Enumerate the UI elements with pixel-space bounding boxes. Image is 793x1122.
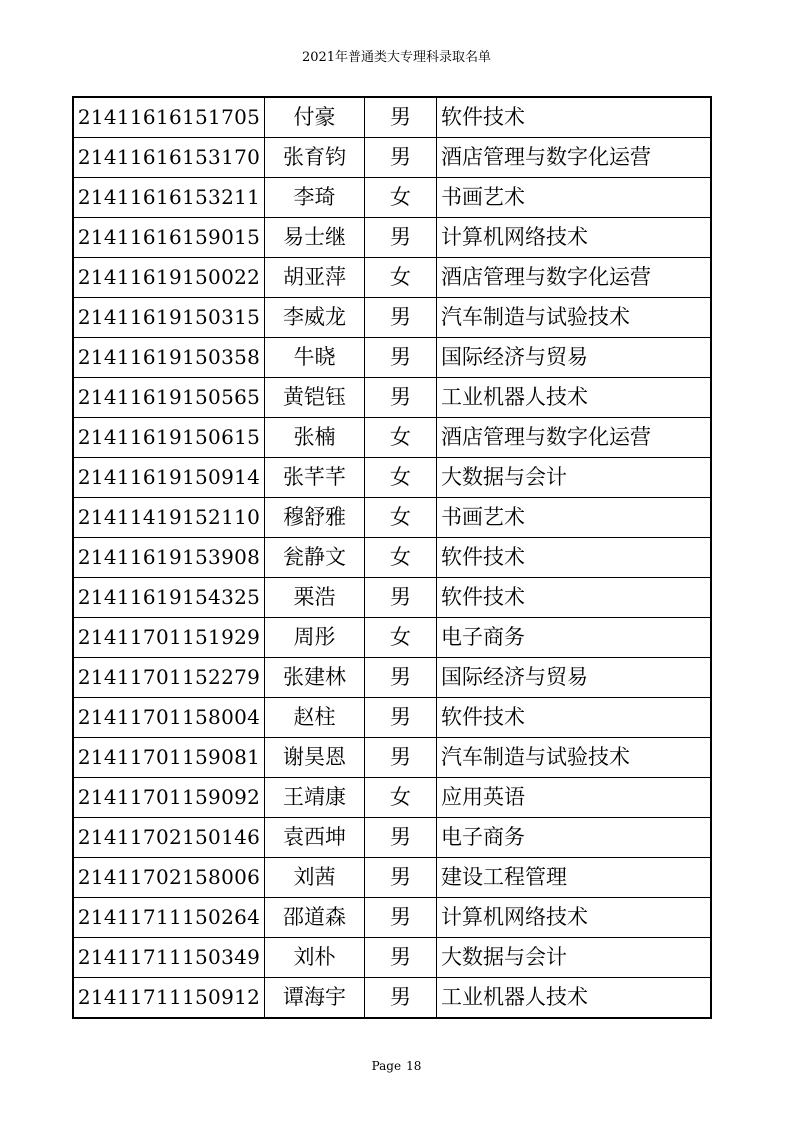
student-major-cell: 酒店管理与数字化运营 — [437, 138, 712, 178]
student-major-cell: 书画艺术 — [437, 178, 712, 218]
student-gender-cell: 女 — [365, 538, 437, 578]
student-name-cell: 穆舒雅 — [265, 498, 365, 538]
student-name-cell: 黄铠钰 — [265, 378, 365, 418]
student-gender-cell: 女 — [365, 618, 437, 658]
table-row — [73, 658, 711, 698]
student-name-cell: 牛晓 — [265, 338, 365, 378]
student-id-cell: 21411619150914 — [73, 458, 265, 498]
table-row — [73, 738, 711, 778]
student-gender-cell: 女 — [365, 258, 437, 298]
student-name-cell: 刘朴 — [265, 938, 365, 978]
student-gender-cell: 女 — [365, 498, 437, 538]
table-row — [73, 578, 711, 618]
page-label: Page — [371, 1059, 402, 1073]
table-row — [73, 538, 711, 578]
student-gender-cell: 女 — [365, 418, 437, 458]
student-name-cell: 栗浩 — [265, 578, 365, 618]
student-gender-cell: 男 — [365, 858, 437, 898]
student-name-cell: 张芊芊 — [265, 458, 365, 498]
student-gender-cell: 男 — [365, 578, 437, 618]
student-major-cell: 软件技术 — [437, 698, 712, 738]
student-id-cell: 21411701159081 — [73, 738, 265, 778]
student-name-cell: 付豪 — [265, 97, 365, 138]
page-number: 18 — [406, 1059, 422, 1073]
student-name-cell: 谭海宇 — [265, 978, 365, 1019]
table-row — [73, 498, 711, 538]
table-row — [73, 858, 711, 898]
student-gender-cell: 男 — [365, 338, 437, 378]
admission-table — [72, 96, 712, 1019]
student-gender-cell: 男 — [365, 298, 437, 338]
student-gender-cell: 女 — [365, 458, 437, 498]
student-major-cell: 工业机器人技术 — [437, 378, 712, 418]
student-id-cell: 21411701151929 — [73, 618, 265, 658]
student-id-cell: 21411701158004 — [73, 698, 265, 738]
student-major-cell: 软件技术 — [437, 97, 712, 138]
student-major-cell: 电子商务 — [437, 818, 712, 858]
student-major-cell: 书画艺术 — [437, 498, 712, 538]
student-gender-cell: 男 — [365, 97, 437, 138]
student-id-cell: 21411711150264 — [73, 898, 265, 938]
student-gender-cell: 男 — [365, 218, 437, 258]
student-name-cell: 王靖康 — [265, 778, 365, 818]
student-major-cell: 大数据与会计 — [437, 458, 712, 498]
student-gender-cell: 男 — [365, 698, 437, 738]
student-name-cell: 袁西坤 — [265, 818, 365, 858]
student-name-cell: 李琦 — [265, 178, 365, 218]
student-major-cell: 工业机器人技术 — [437, 978, 712, 1019]
student-major-cell: 软件技术 — [437, 538, 712, 578]
student-id-cell: 21411616151705 — [73, 97, 265, 138]
student-id-cell: 21411702158006 — [73, 858, 265, 898]
student-major-cell: 应用英语 — [437, 778, 712, 818]
student-id-cell: 21411616153211 — [73, 178, 265, 218]
student-name-cell: 张育钧 — [265, 138, 365, 178]
page-footer — [0, 1059, 793, 1073]
student-name-cell: 易士继 — [265, 218, 365, 258]
student-gender-cell: 女 — [365, 778, 437, 818]
student-major-cell: 建设工程管理 — [437, 858, 712, 898]
student-major-cell: 国际经济与贸易 — [437, 338, 712, 378]
student-id-cell: 21411701159092 — [73, 778, 265, 818]
student-name-cell: 张建林 — [265, 658, 365, 698]
table-row — [73, 138, 711, 178]
student-gender-cell: 男 — [365, 138, 437, 178]
student-id-cell: 21411616159015 — [73, 218, 265, 258]
table-row — [73, 938, 711, 978]
document-title: 2021年普通类大专理科录取名单 — [301, 50, 492, 65]
student-name-cell: 谢昊恩 — [265, 738, 365, 778]
admission-table-body — [73, 97, 711, 1018]
table-row — [73, 818, 711, 858]
student-id-cell: 21411619154325 — [73, 578, 265, 618]
student-id-cell: 21411701152279 — [73, 658, 265, 698]
student-gender-cell: 男 — [365, 818, 437, 858]
student-id-cell: 21411711150912 — [73, 978, 265, 1019]
student-name-cell: 张楠 — [265, 418, 365, 458]
student-gender-cell: 男 — [365, 938, 437, 978]
table-row — [73, 378, 711, 418]
student-name-cell: 邵道森 — [265, 898, 365, 938]
student-major-cell: 酒店管理与数字化运营 — [437, 258, 712, 298]
student-gender-cell: 男 — [365, 378, 437, 418]
student-gender-cell: 男 — [365, 898, 437, 938]
student-major-cell: 大数据与会计 — [437, 938, 712, 978]
student-name-cell: 瓮静文 — [265, 538, 365, 578]
table-row — [73, 418, 711, 458]
student-major-cell: 计算机网络技术 — [437, 898, 712, 938]
student-major-cell: 酒店管理与数字化运营 — [437, 418, 712, 458]
table-row — [73, 178, 711, 218]
student-major-cell: 汽车制造与试验技术 — [437, 298, 712, 338]
student-gender-cell: 男 — [365, 658, 437, 698]
table-row — [73, 338, 711, 378]
student-name-cell: 胡亚萍 — [265, 258, 365, 298]
student-id-cell: 21411619153908 — [73, 538, 265, 578]
table-row — [73, 458, 711, 498]
student-id-cell: 21411619150615 — [73, 418, 265, 458]
student-gender-cell: 男 — [365, 738, 437, 778]
table-row — [73, 97, 711, 138]
student-major-cell: 电子商务 — [437, 618, 712, 658]
table-row — [73, 218, 711, 258]
table-row — [73, 898, 711, 938]
table-row — [73, 978, 711, 1019]
table-row — [73, 298, 711, 338]
student-id-cell: 21411711150349 — [73, 938, 265, 978]
student-id-cell: 21411419152110 — [73, 498, 265, 538]
student-id-cell: 21411619150565 — [73, 378, 265, 418]
student-major-cell: 计算机网络技术 — [437, 218, 712, 258]
student-name-cell: 赵柱 — [265, 698, 365, 738]
student-id-cell: 21411616153170 — [73, 138, 265, 178]
student-id-cell: 21411619150358 — [73, 338, 265, 378]
table-row — [73, 618, 711, 658]
table-row — [73, 258, 711, 298]
student-id-cell: 21411619150315 — [73, 298, 265, 338]
student-name-cell: 周彤 — [265, 618, 365, 658]
student-gender-cell: 女 — [365, 178, 437, 218]
table-row — [73, 778, 711, 818]
student-major-cell: 国际经济与贸易 — [437, 658, 712, 698]
student-name-cell: 刘茜 — [265, 858, 365, 898]
student-major-cell: 汽车制造与试验技术 — [437, 738, 712, 778]
student-id-cell: 21411702150146 — [73, 818, 265, 858]
student-gender-cell: 男 — [365, 978, 437, 1019]
table-row — [73, 698, 711, 738]
student-name-cell: 李威龙 — [265, 298, 365, 338]
student-id-cell: 21411619150022 — [73, 258, 265, 298]
student-major-cell: 软件技术 — [437, 578, 712, 618]
